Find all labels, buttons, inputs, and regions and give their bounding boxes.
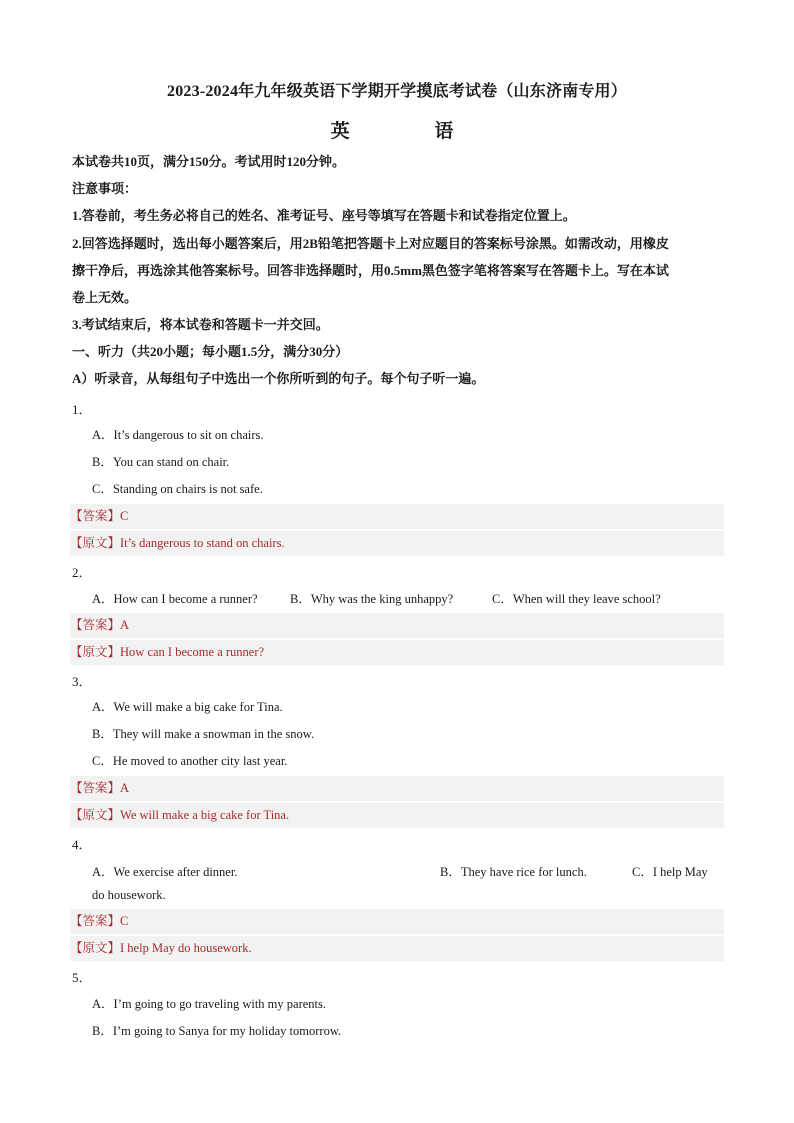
original-row bbox=[70, 803, 724, 828]
option-a: A．We exercise after dinner. bbox=[92, 865, 238, 879]
note-2-line-3: 卷上无效。 bbox=[72, 290, 138, 305]
original-row bbox=[70, 531, 724, 556]
option-a: A．We will make a big cake for Tina. bbox=[92, 700, 283, 714]
exam-info: 本试卷共10页，满分150分。考试用时120分钟。 bbox=[72, 154, 346, 169]
option-b: B．Why was the king unhappy? bbox=[290, 592, 454, 606]
note-2-line-1: 2.回答选择题时，选出每小题答案后，用2B铅笔把答题卡上对应题目的答案标号涂黑。如需改动，用橡皮 bbox=[72, 236, 669, 251]
original-text: How can I become a runner? bbox=[120, 645, 265, 659]
original-row bbox=[70, 936, 724, 961]
option-c: C．When will they leave school? bbox=[492, 592, 661, 606]
answer-row bbox=[70, 504, 724, 529]
option-c: C．I help May bbox=[632, 865, 708, 879]
answer-row bbox=[70, 776, 724, 801]
answer-value: A bbox=[120, 781, 130, 795]
question-number: 1． bbox=[72, 402, 92, 417]
answer-value: C bbox=[120, 914, 129, 928]
option-b: B．They have rice for lunch. bbox=[440, 865, 587, 879]
note-1: 1.答卷前，考生务必将自己的姓名、准考证号、座号等填写在答题卡和试卷指定位置上。 bbox=[72, 208, 576, 223]
option-a: A．It’s dangerous to sit on chairs. bbox=[92, 428, 264, 442]
option-b: B．I’m going to Sanya for my holiday tomorrow. bbox=[92, 1024, 342, 1038]
original-label: 【原文】 bbox=[70, 941, 121, 955]
answer-label: 【答案】 bbox=[70, 509, 121, 523]
question-number: 4． bbox=[72, 837, 92, 852]
option-b: B．They will make a snowman in the snow. bbox=[92, 727, 315, 741]
option-c: C．He moved to another city last year. bbox=[92, 754, 288, 768]
note-2-line-2: 擦干净后，再选涂其他答案标号。回答非选择题时，用0.5mm黑色签字笔将答案写在答题卡上。写在本试 bbox=[72, 263, 669, 278]
question-number: 5． bbox=[72, 970, 92, 985]
option-a: A．How can I become a runner? bbox=[92, 592, 258, 606]
answer-row bbox=[70, 909, 724, 934]
answer-row bbox=[70, 613, 724, 638]
original-text: It’s dangerous to stand on chairs. bbox=[120, 536, 285, 550]
note-3: 3.考试结束后，将本试卷和答题卡一并交回。 bbox=[72, 317, 329, 332]
notice-title: 注意事项： bbox=[72, 181, 138, 196]
original-label: 【原文】 bbox=[70, 536, 121, 550]
exam-title: 2023-2024年九年级英语下学期开学摸底考试卷（山东济南专用） bbox=[167, 83, 627, 100]
original-row bbox=[70, 640, 724, 665]
subject-title: 英 语 bbox=[330, 121, 494, 142]
answer-label: 【答案】 bbox=[70, 914, 121, 928]
original-text: We will make a big cake for Tina. bbox=[120, 808, 290, 822]
original-text: I help May do housework. bbox=[120, 941, 252, 955]
question-number: 2． bbox=[72, 565, 92, 580]
question-number: 3． bbox=[72, 674, 92, 689]
answer-label: 【答案】 bbox=[70, 781, 121, 795]
option-a: A．I’m going to go traveling with my parents. bbox=[92, 997, 326, 1011]
answer-label: 【答案】 bbox=[70, 618, 121, 632]
part-a-instruction: A）听录音，从每组句子中选出一个你所听到的句子。每个句子听一遍。 bbox=[72, 371, 485, 386]
answer-value: A bbox=[120, 618, 130, 632]
answer-value: C bbox=[120, 509, 129, 523]
section-title: 一、听力（共20小题；每小题1.5分，满分30分） bbox=[72, 344, 349, 359]
option-c: C．Standing on chairs is not safe. bbox=[92, 482, 263, 496]
original-label: 【原文】 bbox=[70, 808, 121, 822]
option-c-continued: do housework. bbox=[92, 888, 166, 902]
option-b: B．You can stand on chair. bbox=[92, 455, 230, 469]
original-label: 【原文】 bbox=[70, 645, 121, 659]
